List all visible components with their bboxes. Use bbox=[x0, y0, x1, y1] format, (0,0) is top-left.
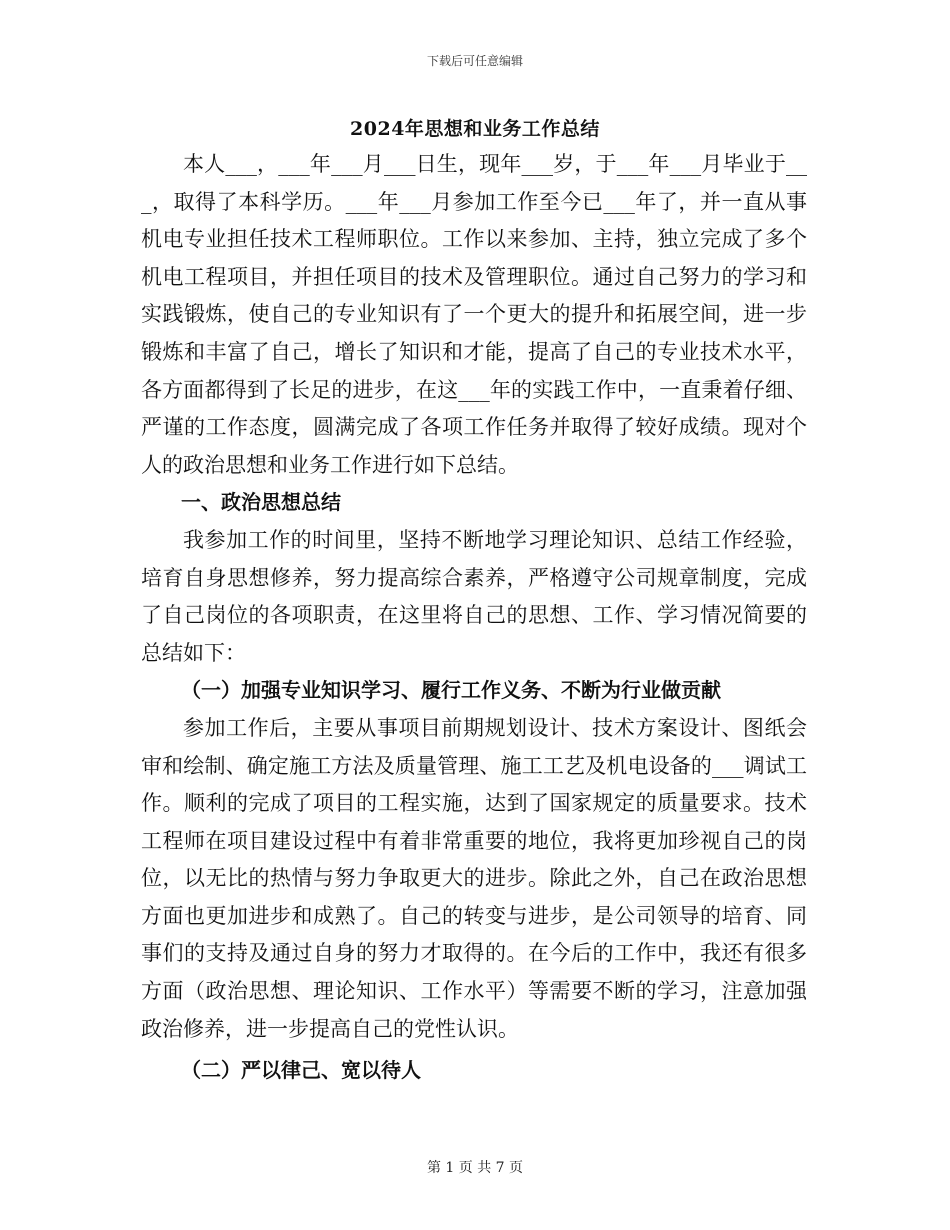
section-heading-political: 一、政治思想总结 bbox=[181, 490, 341, 515]
subsection-heading-2: （二）严以律己、宽以待人 bbox=[181, 1058, 421, 1083]
subsection-paragraph-1: 参加工作后，主要从事项目前期规划设计、技术方案设计、图纸会审和绘制、确定施工方法及质量管理、施工工艺及机电设备的___调试工作。顺利的完成了项目的工程实施，达到了国家规定的质量要求。技术工程师在项目建设过程中有着非常重要的地位，我将更加珍视自己的岗位，以无比的热情与努力争取更大的进步。除此之外，自己在政治思想方面也更加进步和成熟了。自己的转变与进步，是公司领导的培育、同事们的支持及通过自身的努力才取得的。在今后的工作中，我还有很多方面（政治思想、理论知识、工作水平）等需要不断的学习，注意加强政治修养，进一步提高自己的党性认识。 bbox=[141, 715, 807, 1041]
subsection-heading-1: （一）加强专业知识学习、履行工作义务、不断为行业做贡献 bbox=[181, 678, 721, 703]
header-note: 下载后可任意编辑 bbox=[426, 54, 523, 68]
document-body bbox=[141, 146, 807, 1090]
intro-paragraph: 本人___，___年___月___日生，现年___岁，于___年___月毕业于___，取得了本科学历。___年___月参加工作至今已___年了，并一直从事机电专业担任技术工程师职位。工作以来参加、主持，独立完成了多个机电工程项目，并担任项目的技术及管理职位。通过自己努力的学习和实践锻炼，使自己的专业知识有了一个更大的提升和拓展空间，进一步锻炼和丰富了自己，增长了知识和才能，提高了自己的专业技术水平，各方面都得到了长足的进步，在这___年的实践工作中，一直秉着仔细、严谨的工作态度，圆满完成了各项工作任务并取得了较好成绩。现对个人的政治思想和业务工作进行如下总结。 bbox=[141, 152, 807, 477]
page-footer: 第 1 页 共 7 页 bbox=[426, 1160, 524, 1176]
section-paragraph-political: 我参加工作的时间里，坚持不断地学习理论知识、总结工作经验，培育自身思想修养，努力提高综合素养，严格遵守公司规章制度，完成了自己岗位的各项职责，在这里将自己的思想、工作、学习情况简要的总结如下： bbox=[141, 527, 807, 665]
document-title: 2024年思想和业务工作总结 bbox=[350, 118, 600, 140]
